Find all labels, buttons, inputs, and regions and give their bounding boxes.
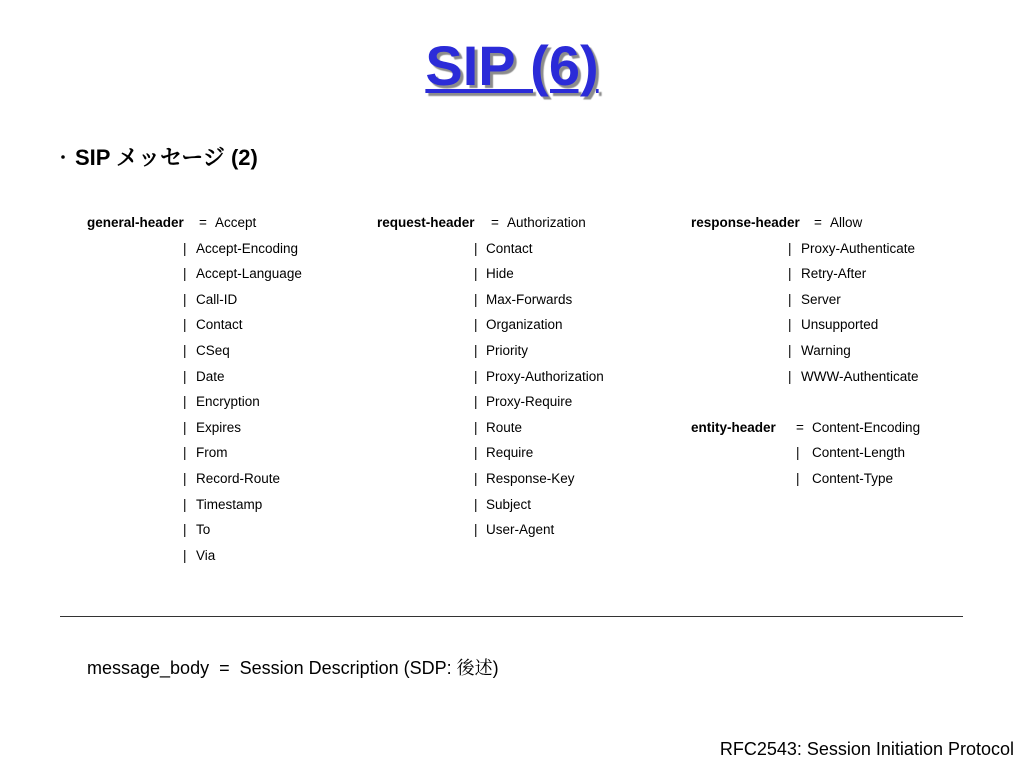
rule-equals: = [796, 419, 804, 435]
rule-alternative-bar: | [183, 291, 187, 307]
header-field-name: Date [196, 368, 225, 384]
header-field-name: Allow [830, 215, 863, 230]
rule-name: request-header [377, 215, 475, 230]
header-field-name: Proxy-Require [486, 394, 573, 410]
rule-alternative-bar: | [788, 317, 792, 333]
rule-alternative-bar: | [183, 368, 187, 384]
rule-equals: = [814, 215, 822, 230]
header-field-name: Contact [486, 240, 533, 256]
header-field-name: WWW-Authenticate [801, 368, 919, 384]
header-field-name: Max-Forwards [486, 291, 573, 307]
rule-alternative-bar: | [183, 419, 187, 435]
rule-alternative-bar: | [474, 522, 478, 538]
rule-alternative-bar: | [796, 470, 800, 486]
header-field-name: Subject [486, 496, 532, 512]
general-header-column [87, 210, 347, 568]
header-field-name: Record-Route [196, 470, 281, 486]
rule-alternative-bar: | [474, 394, 478, 410]
header-field-name: User-Agent [486, 522, 555, 538]
general-alternative-row [87, 261, 347, 287]
message-body-definition: message_body = Session Description (SDP: 後述) [87, 658, 499, 678]
general-alternative-row [87, 492, 347, 518]
response-rule-row [691, 210, 991, 236]
rule-alternative-bar: | [474, 445, 478, 461]
rule-alternative-bar: | [788, 342, 792, 358]
rule-alternative-bar: | [474, 266, 478, 282]
response-header-column [691, 210, 991, 492]
response-alternative-row [691, 364, 991, 390]
rule-alternative-bar: | [788, 291, 792, 307]
rule-alternative-bar: | [474, 291, 478, 307]
header-field-name: Encryption [196, 394, 260, 410]
header-field-name: Via [196, 547, 216, 563]
general-alternative-row [87, 440, 347, 466]
response-alternative-row [691, 287, 991, 313]
rule-alternative-bar: | [474, 496, 478, 512]
rule-alternative-bar: | [474, 317, 478, 333]
header-field-name: To [196, 522, 211, 538]
request-alternative-row [377, 517, 657, 543]
rule-alternative-bar: | [788, 266, 792, 282]
header-field-name: Priority [486, 342, 529, 358]
header-field-name: Unsupported [801, 317, 879, 333]
general-alternative-row [87, 517, 347, 543]
entity-alternative-row [691, 466, 991, 492]
rule-alternative-bar: | [788, 240, 792, 256]
header-field-name: Contact [196, 317, 243, 333]
rule-name: response-header [691, 215, 800, 230]
rule-equals: = [199, 215, 207, 230]
rule-alternative-bar: | [183, 266, 187, 282]
header-field-name: Warning [801, 342, 851, 358]
request-header-column [377, 210, 657, 543]
header-field-name: Expires [196, 419, 242, 435]
request-alternative-row [377, 440, 657, 466]
rule-alternative-bar: | [183, 496, 187, 512]
header-field-name: Timestamp [196, 496, 263, 512]
rule-alternative-bar: | [183, 317, 187, 333]
response-alternative-row [691, 338, 991, 364]
request-alternative-row [377, 261, 657, 287]
header-field-name: Proxy-Authorization [486, 368, 604, 384]
header-field-name: Accept [215, 215, 257, 230]
request-rule-row [377, 210, 657, 236]
general-alternative-row [87, 287, 347, 313]
general-rule-row [87, 210, 347, 236]
header-field-name: Accept-Language [196, 266, 302, 282]
general-alternative-row [87, 312, 347, 338]
entity-rule-row [691, 415, 991, 441]
header-field-name: Route [486, 419, 523, 435]
request-alternative-row [377, 287, 657, 313]
rule-alternative-bar: | [183, 394, 187, 410]
header-field-name: Content-Encoding [812, 419, 921, 435]
general-alternative-row [87, 389, 347, 415]
response-alternative-row [691, 261, 991, 287]
header-field-name: Accept-Encoding [196, 240, 299, 256]
header-field-name: Content-Type [812, 470, 894, 486]
section-heading [55, 143, 258, 174]
header-field-name: Organization [486, 317, 563, 333]
header-field-name: Authorization [507, 215, 586, 230]
header-field-name: Proxy-Authenticate [801, 240, 916, 256]
rule-alternative-bar: | [474, 240, 478, 256]
response-alternative-row [691, 236, 991, 262]
general-alternative-row [87, 543, 347, 569]
rule-alternative-bar: | [474, 368, 478, 384]
header-field-name: Content-Length [812, 445, 906, 461]
request-alternative-row [377, 338, 657, 364]
rule-alternative-bar: | [474, 419, 478, 435]
header-field-name: CSeq [196, 342, 230, 358]
general-alternative-row [87, 338, 347, 364]
rule-alternative-bar: | [183, 342, 187, 358]
divider-line [60, 616, 963, 617]
request-alternative-row [377, 466, 657, 492]
general-alternative-row [87, 236, 347, 262]
request-alternative-row [377, 236, 657, 262]
rule-alternative-bar: | [474, 342, 478, 358]
header-field-name: Retry-After [801, 266, 867, 282]
rule-alternative-bar: | [183, 470, 187, 486]
rule-name: entity-header [691, 419, 776, 435]
general-alternative-row [87, 466, 347, 492]
general-alternative-row [87, 415, 347, 441]
header-field-name: Call-ID [196, 291, 238, 307]
header-field-name: Hide [486, 266, 514, 282]
bullet-icon: ・ [55, 150, 72, 167]
section-heading-text: SIP メッセージ (2) [75, 145, 258, 170]
slide-title: SIP (6) [425, 34, 599, 97]
header-field-name: Require [486, 445, 534, 461]
rule-alternative-bar: | [474, 470, 478, 486]
rule-alternative-bar: | [183, 240, 187, 256]
header-field-name: Server [801, 291, 841, 307]
general-alternative-row [87, 364, 347, 390]
request-alternative-row [377, 389, 657, 415]
rule-alternative-bar: | [183, 547, 187, 563]
rule-alternative-bar: | [796, 445, 800, 461]
entity-alternative-row [691, 440, 991, 466]
rule-alternative-bar: | [788, 368, 792, 384]
request-alternative-row [377, 492, 657, 518]
response-alternative-row [691, 312, 991, 338]
rule-alternative-bar: | [183, 445, 187, 461]
request-alternative-row [377, 312, 657, 338]
header-field-name: From [196, 445, 228, 461]
spacer [691, 389, 991, 415]
request-alternative-row [377, 364, 657, 390]
rule-equals: = [491, 215, 499, 230]
header-field-name: Response-Key [486, 470, 575, 486]
footer-reference: RFC2543: Session Initiation Protocol [719, 739, 1014, 759]
rule-alternative-bar: | [183, 522, 187, 538]
request-alternative-row [377, 415, 657, 441]
rule-name: general-header [87, 215, 184, 230]
